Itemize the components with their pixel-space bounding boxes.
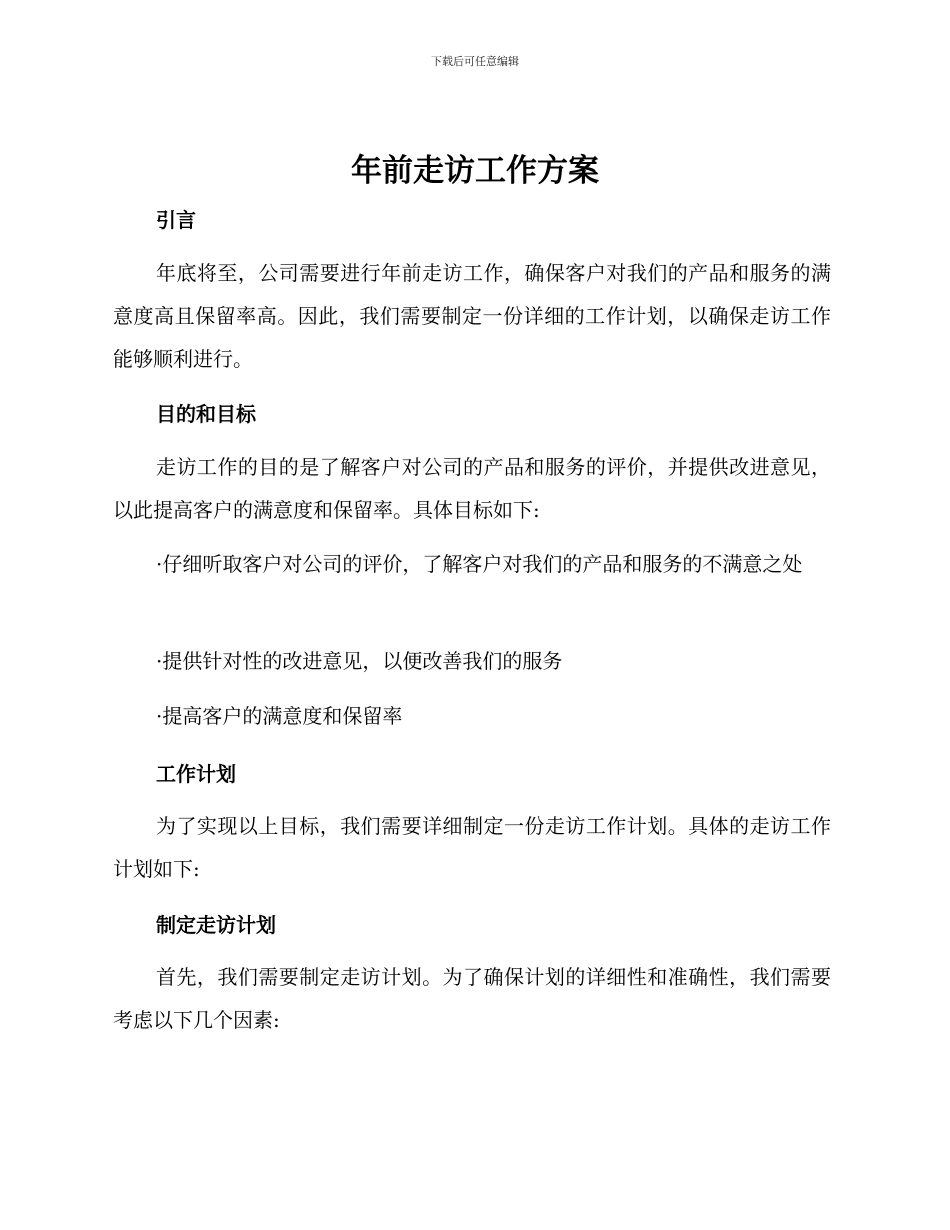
goal-bullet-item — [113, 640, 831, 683]
bullet-mark: · — [156, 552, 163, 576]
goals-paragraph: 走访工作的目的是了解客户对公司的产品和服务的评价，并提供改进意见，以此提高客户的满意度和保留率。具体目标如下: — [113, 455, 831, 522]
page-header-note: 下载后可任意编辑 — [431, 55, 519, 68]
intro-paragraph: 年底将至，公司需要进行年前走访工作，确保客户对我们的产品和服务的满意度高且保留率高。因此，我们需要制定一份详细的工作计划，以确保走访工作能够顺利进行。 — [113, 261, 831, 371]
goal-bullet-item — [113, 695, 831, 738]
goal-bullet-item — [113, 543, 831, 586]
goal-bullet-text: 仔细听取客户对公司的评价，了解客户对我们的产品和服务的不满意之处 — [162, 552, 803, 576]
section-heading-plan: 工作计划 — [156, 762, 236, 786]
goal-bullet-text: 提供针对性的改进意见，以便改善我们的服务 — [162, 649, 563, 673]
section-heading-goals: 目的和目标 — [156, 402, 256, 426]
section-heading-intro: 引言 — [156, 208, 196, 232]
make-plan-paragraph: 首先，我们需要制定走访计划。为了确保计划的详细性和准确性，我们需要考虑以下几个因素: — [113, 965, 831, 1032]
plan-paragraph: 为了实现以上目标，我们需要详细制定一份走访工作计划。具体的走访工作计划如下: — [113, 814, 831, 881]
goal-bullet-text: 提高客户的满意度和保留率 — [162, 704, 403, 728]
section-heading-make-plan: 制定走访计划 — [156, 913, 276, 937]
document-title: 年前走访工作方案 — [351, 153, 599, 189]
bullet-mark: · — [156, 704, 163, 728]
bullet-mark: · — [156, 649, 163, 673]
